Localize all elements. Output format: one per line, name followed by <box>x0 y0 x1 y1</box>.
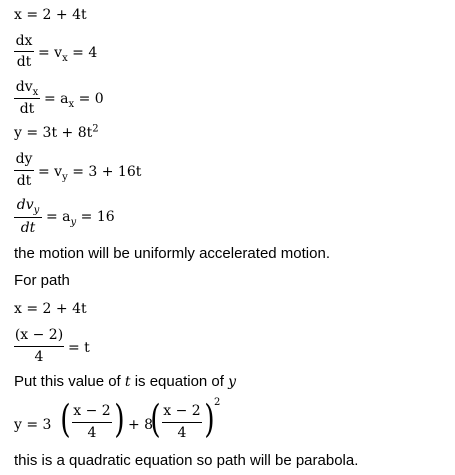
fraction-bar <box>14 170 34 171</box>
fraction-parabola-1 <box>72 404 112 440</box>
fraction-bar <box>14 346 64 347</box>
fraction-denominator: dt <box>19 101 35 117</box>
fraction-dvy-dt <box>14 198 42 236</box>
equation-x-position-repeat: x = 2 + 4t <box>14 301 87 317</box>
fraction-numerator: dx <box>15 33 33 49</box>
equation-y-position: $y = 3t + 8t^2$ <box>14 123 99 141</box>
fraction-dx-dt <box>14 34 34 70</box>
right-paren-1: ) <box>114 397 125 441</box>
fraction-denominator: dt <box>20 220 36 236</box>
fraction-numerator: dy <box>15 151 33 167</box>
fraction-dvx-dt <box>14 80 40 116</box>
equation-equals-t: = t <box>68 340 90 356</box>
fraction-bar <box>14 217 42 218</box>
equation-ax: = $a_x = 0$ <box>44 91 104 110</box>
text-substitute: Put this value of t is equation of y <box>14 373 237 390</box>
fraction-bar <box>72 422 112 423</box>
text-uniform-motion: the motion will be uniformly accelerated motion. <box>14 245 330 262</box>
fraction-bar <box>14 98 40 99</box>
fraction-numerator: (x − 2) <box>14 327 64 343</box>
fraction-denominator: 4 <box>87 425 97 441</box>
left-paren-2: ( <box>150 397 161 441</box>
left-paren-1: ( <box>60 397 71 441</box>
fraction-bar <box>162 422 202 423</box>
exponent-two: 2 <box>214 397 221 408</box>
equation-plus-eight: + 8 <box>128 417 154 433</box>
equation-parabola-lhs: y = 3 <box>14 417 52 433</box>
right-paren-2: ) <box>204 397 215 441</box>
text-for-path: For path <box>14 272 70 289</box>
equation-x-position: x = 2 + 4t <box>14 7 87 23</box>
fraction-denominator: 4 <box>177 425 187 441</box>
fraction-numerator: $dv_y$ <box>16 197 40 216</box>
fraction-denominator: dt <box>16 173 32 189</box>
fraction-numerator: $dv_x$ <box>15 79 39 98</box>
fraction-parabola-2 <box>162 404 202 440</box>
fraction-x-minus-2-over-4 <box>14 328 64 364</box>
fraction-denominator: dt <box>16 54 32 70</box>
fraction-numerator: x − 2 <box>163 403 201 419</box>
fraction-numerator: x − 2 <box>73 403 111 419</box>
equation-vx: = $v_x = 4$ <box>38 45 98 64</box>
fraction-dy-dt <box>14 152 34 188</box>
equation-vy: = $v_y = 3 + 16t$ <box>38 164 142 183</box>
fraction-denominator: 4 <box>34 349 44 365</box>
text-conclusion: this is a quadratic equation so path will be parabola. <box>14 452 359 469</box>
equation-ay: = $a_y = 16$ <box>46 209 115 228</box>
fraction-bar <box>14 51 34 52</box>
